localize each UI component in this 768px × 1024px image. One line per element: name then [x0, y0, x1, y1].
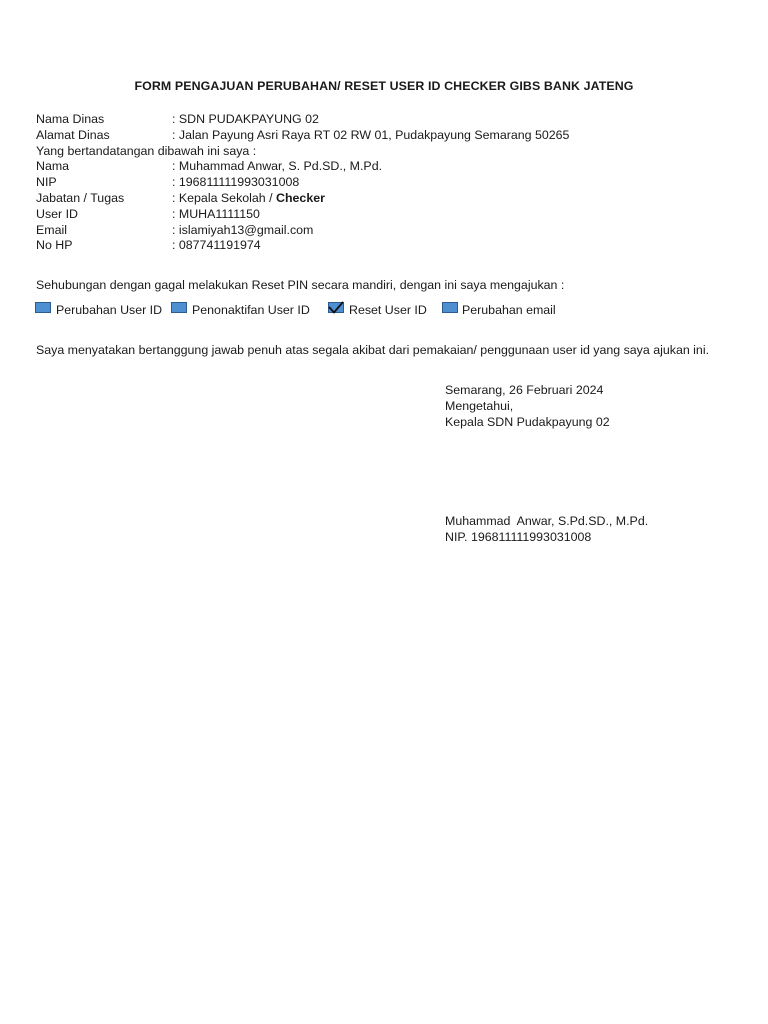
signer-position: Kepala SDN Pudakpayung 02: [445, 415, 610, 429]
field-row-jabatan: [36, 191, 569, 207]
checkbox-icon[interactable]: [35, 302, 51, 313]
field-value: : islamiyah13@gmail.com: [172, 222, 314, 237]
field-label: Alamat Dinas: [36, 127, 110, 142]
place-date: Semarang, 26 Februari 2024: [445, 383, 604, 397]
acknowledged-label: Mengetahui,: [445, 399, 514, 413]
field-value: : 087741191974: [172, 238, 261, 253]
responsibility-statement: Saya menyatakan bertanggung jawab penuh atas segala akibat dari pemakaian/ penggunaan user id yang saya ajukan ini.: [36, 343, 710, 357]
field-row-no-hp: [36, 238, 569, 254]
option-label: Reset User ID: [349, 303, 427, 317]
field-row-user-id: [36, 207, 569, 223]
field-value: : MUHA1111150: [172, 206, 260, 221]
field-value: : Kepala Sekolah /: [172, 190, 277, 205]
field-row-alamat-dinas: [36, 128, 569, 144]
field-value: : Muhammad Anwar, S. Pd.SD., M.Pd.: [172, 159, 383, 174]
field-label: No HP: [36, 238, 73, 253]
option-label: Perubahan email: [462, 303, 556, 317]
field-row-nama-dinas: [36, 112, 569, 128]
field-row-email: [36, 223, 569, 239]
signature-block: [445, 382, 610, 430]
option-label: Perubahan User ID: [56, 303, 163, 317]
field-label: Nama Dinas: [36, 112, 105, 126]
field-row-nama: [36, 159, 569, 175]
declarant-intro-text: Yang bertandatangan dibawah ini saya :: [36, 143, 257, 158]
checkbox-icon[interactable]: [442, 302, 458, 313]
signer-nip: NIP. 196811111993031008: [445, 530, 592, 544]
field-label: Nama: [36, 159, 70, 174]
field-value-bold: Checker: [276, 190, 325, 205]
applicant-fields: [36, 112, 569, 254]
signer-name: Muhammad Anwar, S.Pd.SD., M.Pd.: [445, 514, 649, 528]
form-title: FORM PENGAJUAN PERUBAHAN/ RESET USER ID CHECKER GIBS BANK JATENG: [134, 79, 634, 93]
field-label: NIP: [36, 175, 57, 190]
field-value: : Jalan Payung Asri Raya RT 02 RW 01, Pudakpayung Semarang 50265: [172, 127, 570, 142]
field-label: User ID: [36, 206, 78, 221]
declarant-intro: [36, 144, 569, 160]
field-value: : SDN PUDAKPAYUNG 02: [172, 112, 319, 126]
field-label: Email: [36, 222, 67, 237]
checkmark-icon: [328, 300, 344, 316]
field-row-nip: [36, 175, 569, 191]
field-value: : 196811111993031008: [172, 175, 300, 190]
checkbox-icon[interactable]: [171, 302, 187, 313]
field-label: Jabatan / Tugas: [36, 190, 125, 205]
signer-block: [445, 513, 648, 545]
option-label: Penonaktifan User ID: [192, 303, 310, 317]
request-intro: Sehubungan dengan gagal melakukan Reset PIN secara mandiri, dengan ini saya mengajukan :: [36, 278, 565, 292]
